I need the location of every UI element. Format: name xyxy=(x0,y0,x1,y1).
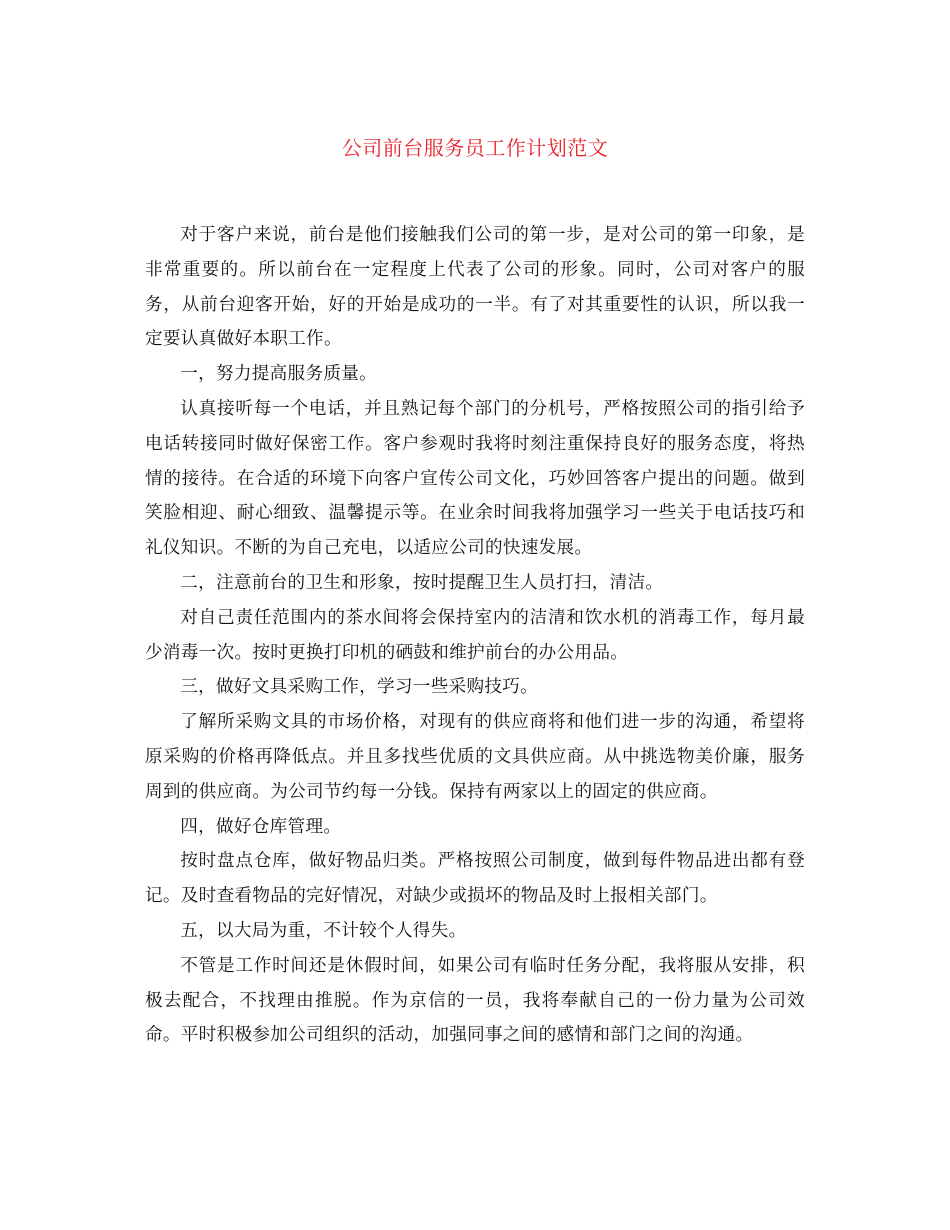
paragraph-section-3: 了解所采购文具的市场价格，对现有的供应商将和他们进一步的沟通，希望将原采购的价格再降低点。并且多找些优质的文具供应商。从中挑选物美价廉，服务周到的供应商。为公司节约每一分钱。保持有两家以上的固定的供应商。 xyxy=(145,712,805,802)
paragraph-section-2: 对自己责任范围内的茶水间将会保持室内的洁清和饮水机的消毒工作，每月最少消毒一次。按时更换打印机的硒鼓和维护前台的办公用品。 xyxy=(145,607,805,663)
paragraph-intro: 对于客户来说，前台是他们接触我们公司的第一步，是对公司的第一印象，是非常重要的。所以前台在一定程度上代表了公司的形象。同时，公司对客户的服务，从前台迎客开始，好的开始是成功的一半。有了对其重要性的认识，所以我一定要认真做好本职工作。 xyxy=(145,225,805,350)
heading-section-2: 二，注意前台的卫生和形象，按时提醒卫生人员打扫，清洁。 xyxy=(180,572,664,593)
document-title: 公司前台服务员工作计划范文 xyxy=(341,136,609,160)
heading-section-1: 一，努力提高服务质量。 xyxy=(180,364,378,385)
document-body xyxy=(145,218,805,1053)
heading-section-4: 四，做好仓库管理。 xyxy=(180,816,342,837)
paragraph-section-4: 按时盘点仓库，做好物品归类。严格按照公司制度，做到每件物品进出都有登记。及时查看物品的完好情况，对缺少或损坏的物品及时上报相关部门。 xyxy=(145,851,805,907)
paragraph-section-1: 认真接听每一个电话，并且熟记每个部门的分机号，严格按照公司的指引给予电话转接同时做好保密工作。客户参观时我将时刻注重保持良好的服务态度，将热情的接待。在合适的环境下向客户宣传公司文化，巧妙回答客户提出的问题。做到笑脸相迎、耐心细致、温馨提示等。在业余时间我将加强学习一些关于电话技巧和礼仪知识。不断的为自己充电，以适应公司的快速发展。 xyxy=(145,398,805,559)
heading-section-5: 五，以大局为重，不计较个人得失。 xyxy=(180,920,467,941)
heading-section-3: 三，做好文具采购工作，学习一些采购技巧。 xyxy=(180,677,539,698)
paragraph-section-5: 不管是工作时间还是休假时间，如果公司有临时任务分配，我将服从安排，积极去配合，不找理由推脱。作为京信的一员，我将奉献自己的一份力量为公司效命。平时积极参加公司组织的活动，加强同事之间的感情和部门之间的沟通。 xyxy=(145,955,805,1046)
